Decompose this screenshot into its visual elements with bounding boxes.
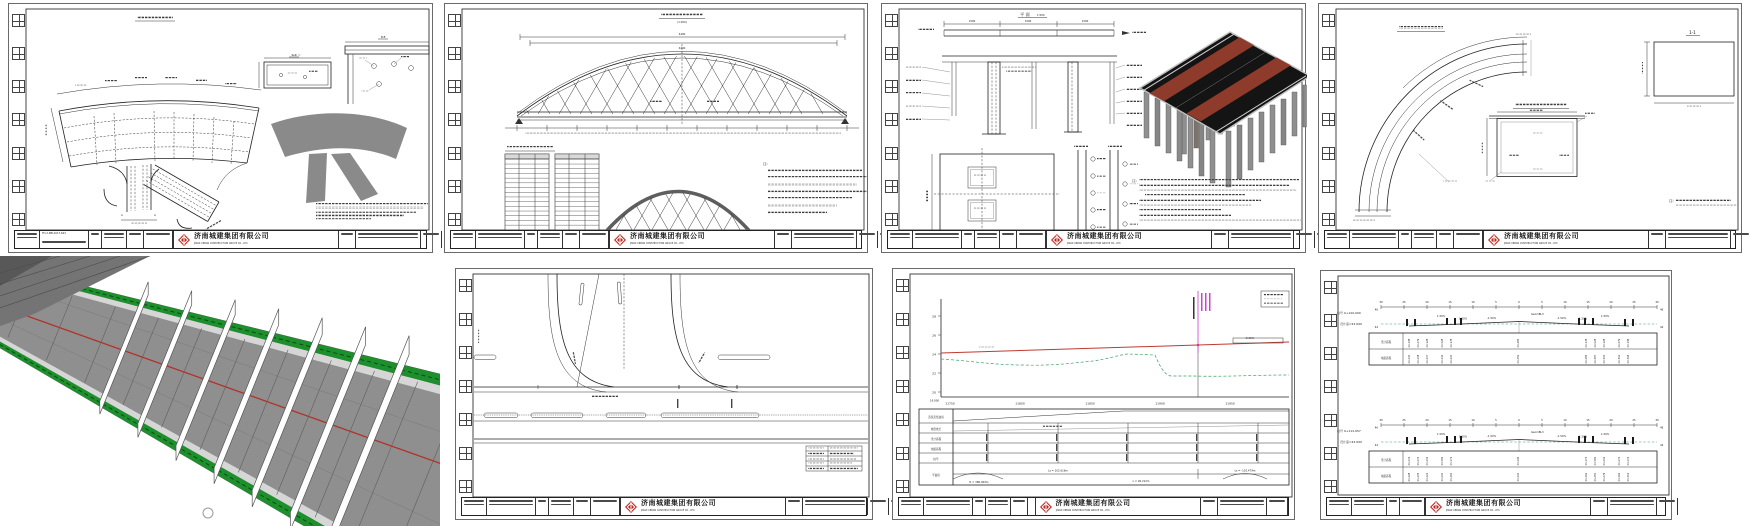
intersection-drawing (456, 269, 874, 500)
svg-text:30252015105051015202530: 30 25 20 15 10 5 0 5 10 15 20 25 30 (1379, 301, 1659, 304)
svg-text:设计高=43.000: 设计高=43.000 (1340, 440, 1363, 444)
sheet-arch-elevation (444, 3, 868, 253)
svg-text:44.028: 44.028 (1594, 338, 1597, 348)
svg-text:-0.30%: -0.30% (1245, 337, 1255, 340)
section-b-table (1369, 451, 1657, 483)
svg-text:28: 28 (932, 314, 936, 319)
svg-text:44.231: 44.231 (1426, 456, 1429, 466)
svg-text:44.248: 44.248 (1417, 354, 1420, 364)
section-a-a (259, 53, 331, 88)
cross-section-a (1337, 300, 1664, 365)
title-block (1324, 230, 1736, 249)
svg-text:GeomBL3: GeomBL3 (1531, 431, 1544, 434)
svg-text:30252015105051015202530: 30 25 20 15 10 5 0 5 10 15 20 25 30 (1379, 419, 1659, 422)
orbit-marker-icon (203, 508, 213, 518)
svg-text:1175011800118501190011950: 11750 11800 11850 11900 11950 (945, 401, 1235, 406)
svg-text:设计高程: 设计高程 (930, 438, 942, 441)
svg-text:A: A (121, 214, 123, 217)
svg-text:44.250: 44.250 (1594, 472, 1597, 482)
company-name-cn: 济南城建集团有限公司 (194, 232, 269, 241)
company-name-en: JINAN URBAN CONSTRUCTION GROUP CO., LTD. (1055, 508, 1110, 512)
company-logo-icon (614, 234, 626, 246)
sheet-intersection-plan (455, 268, 873, 520)
svg-text:Ls = 102.616m: Ls = 102.616m (1048, 469, 1068, 473)
svg-text:44.205: 44.205 (1417, 472, 1420, 482)
svg-text:注:: 注: (763, 162, 768, 166)
svg-text:44.301: 44.301 (1603, 354, 1606, 364)
svg-text:Ls = -102.479m: Ls = -102.479m (1234, 469, 1256, 473)
plan-strip (918, 11, 1146, 36)
section-a-table (1369, 333, 1657, 365)
svg-text:1.50%: 1.50% (1437, 315, 1446, 318)
svg-text:44.028: 44.028 (1441, 338, 1444, 348)
svg-text:地面高程: 地面高程 (1380, 357, 1392, 360)
company-name-cn: 济南城建集团有限公司 (1067, 232, 1142, 241)
svg-text:44.262: 44.262 (1585, 472, 1588, 482)
arch-elevation-drawing (445, 4, 869, 233)
svg-text:44: 44 (1374, 444, 1378, 447)
hanger-numbering-diagram (595, 170, 761, 233)
svg-text:44.283: 44.283 (1517, 338, 1520, 348)
pier-elevation (906, 56, 1142, 134)
svg-text:44: 44 (1660, 326, 1664, 329)
span-dimensions (520, 32, 845, 50)
svg-text:直线及竖曲线: 直线及竖曲线 (928, 416, 944, 419)
svg-text:44.272: 44.272 (1408, 456, 1411, 466)
hanger-table (505, 146, 599, 233)
footing-plan (926, 148, 1060, 233)
company-name-cn: 济南城建集团有限公司 (641, 499, 716, 508)
side-road (548, 274, 738, 392)
company-logo-icon (625, 501, 637, 513)
sheet-substructure-details (881, 3, 1306, 253)
svg-text:44.178: 44.178 (1450, 338, 1453, 348)
svg-text:设计高程: 设计高程 (1380, 341, 1392, 344)
svg-text:22: 22 (932, 371, 936, 376)
title-block (1326, 497, 1666, 516)
section-b-b (345, 35, 429, 104)
profile-chart (893, 269, 1296, 500)
svg-text:-1.50%: -1.50% (1557, 435, 1567, 438)
sheet-junction-plan (8, 3, 433, 253)
svg-text:B-B: B-B (381, 36, 386, 39)
ramp-plan-drawing (1319, 4, 1743, 233)
cross-section-charts (1321, 271, 1673, 500)
company-name-cn: 济南城建集团有限公司 (630, 232, 705, 241)
curved-ramp (1353, 33, 1531, 221)
svg-text:1.50%: 1.50% (1601, 315, 1610, 318)
structure-marker (1193, 291, 1211, 353)
svg-text:1.50%: 1.50% (1459, 435, 1468, 439)
svg-text:设计高程: 设计高程 (1380, 459, 1392, 462)
svg-text:26: 26 (932, 333, 936, 338)
notes (1132, 178, 1301, 221)
svg-text:1.50%: 1.50% (1459, 317, 1468, 321)
svg-text:44.242: 44.242 (1441, 354, 1444, 364)
svg-text:44.318: 44.318 (1627, 354, 1630, 364)
svg-text:44.272: 44.272 (1618, 456, 1621, 466)
svg-text:GeomBL3: GeomBL3 (1531, 313, 1544, 316)
svg-text:44.178: 44.178 (1585, 338, 1588, 348)
company-name-en: JINAN URBAN CONSTRUCTION GROUP CO., LTD. (630, 241, 685, 245)
title-block (14, 230, 427, 249)
box-section-detail (1481, 103, 1595, 182)
svg-text:1.50%: 1.50% (1579, 435, 1588, 439)
svg-text:1-1: 1-1 (1689, 30, 1696, 35)
svg-text:44.287: 44.287 (1594, 354, 1597, 364)
company-name-en: JINAN URBAN CONSTRUCTION GROUP CO., LTD. (1446, 508, 1501, 512)
legend-table (806, 446, 862, 471)
svg-text:44.234: 44.234 (1408, 354, 1411, 364)
sheet-longitudinal-profile (892, 268, 1295, 520)
svg-text:44.279: 44.279 (1618, 338, 1621, 348)
svg-text:-1.50%: -1.50% (1557, 317, 1567, 320)
svg-text:44.240: 44.240 (1517, 472, 1520, 482)
svg-text:44.283: 44.283 (1585, 354, 1588, 364)
svg-text:44.128: 44.128 (1426, 338, 1429, 348)
svg-text:44.272: 44.272 (1417, 456, 1420, 466)
svg-text:44.081: 44.081 (1441, 456, 1444, 466)
svg-text:46: 46 (1660, 426, 1664, 430)
company-name-en: JINAN URBAN CONSTRUCTION GROUP CO., LTD. (194, 241, 249, 245)
sheet2-title (659, 13, 705, 24)
fan-plan (45, 77, 261, 230)
company-logo-icon (1051, 234, 1063, 246)
svg-text:44.138: 44.138 (1627, 338, 1630, 348)
svg-text:44.247: 44.247 (1426, 354, 1429, 364)
svg-text:1500: 1500 (1081, 20, 1089, 23)
svg-text:平 面: 平 面 (1020, 12, 1030, 17)
doc-number: TH-2-MB-2017-643 (42, 232, 66, 235)
svg-text:A: A (154, 214, 156, 217)
svg-text:1500: 1500 (968, 20, 976, 23)
svg-text:44.291: 44.291 (1618, 472, 1621, 482)
svg-text:(1:200): (1:200) (677, 21, 687, 24)
sheet-ramp-plan (1318, 3, 1742, 253)
svg-text:平曲线: 平曲线 (932, 474, 940, 477)
svg-text:1.50%: 1.50% (1437, 433, 1446, 436)
svg-text:L = 26.212m: L = 26.212m (1132, 480, 1150, 483)
svg-text:44.301: 44.301 (1627, 472, 1630, 482)
deck-3d-render (0, 256, 440, 526)
svg-text:注:: 注: (1132, 179, 1137, 183)
leader-callouts-left (906, 66, 950, 120)
svg-text:4200: 4200 (678, 47, 686, 50)
svg-text:44.221: 44.221 (1426, 472, 1429, 482)
svg-text:44.279: 44.279 (1603, 472, 1606, 482)
svg-text:R = 380.004m: R = 380.004m (969, 481, 989, 484)
company-name-cn: 济南城建集团有限公司 (1055, 499, 1131, 508)
svg-text:46: 46 (1660, 308, 1664, 312)
company-logo-icon (1040, 501, 1052, 513)
svg-text:44.228: 44.228 (1408, 472, 1411, 482)
svg-text:1500: 1500 (1024, 20, 1032, 23)
svg-text:44.252: 44.252 (1517, 354, 1520, 364)
title-block (887, 230, 1300, 249)
company-name-en: JINAN URBAN CONSTRUCTION GROUP CO., LTD. (1067, 241, 1122, 245)
pile-section-strips (1074, 145, 1138, 233)
table-values (986, 434, 1257, 461)
svg-text:44.272: 44.272 (1627, 456, 1630, 466)
substructure-drawing (882, 4, 1307, 233)
svg-text:44.236: 44.236 (1517, 456, 1520, 466)
svg-text:1:500: 1:500 (1037, 14, 1045, 17)
svg-text:44.279: 44.279 (1417, 338, 1420, 348)
company-name-cn: 济南城建集团有限公司 (1446, 499, 1521, 508)
company-name-cn: 济南城建集团有限公司 (1504, 232, 1579, 241)
svg-text:桩号: 桩号 (933, 458, 939, 461)
svg-text:桩号 0+120.000: 桩号 0+120.000 (1337, 311, 1361, 315)
company-logo-icon (1430, 501, 1442, 513)
svg-text:44.240: 44.240 (1441, 472, 1444, 482)
svg-text:44.171: 44.171 (1585, 456, 1588, 466)
company-logo-icon (178, 234, 190, 246)
ground-line (941, 354, 1289, 376)
deck-piles-3d-render (1140, 32, 1307, 187)
title-block (898, 497, 1289, 516)
svg-text:44.138: 44.138 (1408, 338, 1411, 348)
svg-text:19.000: 19.000 (929, 399, 939, 403)
leader-callouts-right (1116, 64, 1142, 126)
svg-text:设计高=43.000: 设计高=43.000 (1340, 322, 1363, 326)
title-block (461, 497, 867, 516)
svg-text:桩号 0+112.957: 桩号 0+112.957 (1337, 429, 1361, 433)
svg-text:1.50%: 1.50% (1601, 433, 1610, 436)
svg-text:44.171: 44.171 (1450, 456, 1453, 466)
junction-plan-drawing (9, 4, 434, 233)
svg-text:46: 46 (1374, 308, 1378, 312)
svg-text:44.260: 44.260 (1450, 472, 1453, 482)
svg-text:44.081: 44.081 (1594, 456, 1597, 466)
profile-table (919, 409, 1289, 485)
design-grade-line (941, 336, 1289, 397)
main-road (474, 355, 868, 443)
svg-text:46: 46 (1374, 426, 1378, 430)
pier-silhouette (271, 113, 407, 203)
svg-text:4400: 4400 (678, 33, 686, 36)
notes (763, 161, 867, 213)
svg-text:44.312: 44.312 (1618, 354, 1621, 364)
sheet-cross-sections (1320, 270, 1672, 520)
company-name-en: JINAN URBAN CONSTRUCTION GROUP CO., LTD. (1504, 241, 1559, 245)
svg-text:44: 44 (1660, 444, 1664, 447)
section-1-1 (1641, 30, 1734, 107)
company-logo-icon (1488, 234, 1500, 246)
svg-text:地面高程: 地面高程 (1380, 475, 1392, 478)
svg-text:20: 20 (932, 390, 936, 395)
svg-text:44.231: 44.231 (1603, 456, 1606, 466)
svg-text:-1.50%: -1.50% (1487, 435, 1497, 438)
cross-section-b (1337, 418, 1664, 483)
svg-text:1.50%: 1.50% (1579, 317, 1588, 321)
sheet4-title (1397, 26, 1445, 32)
svg-text:44: 44 (1374, 326, 1378, 329)
svg-text:-1.50%: -1.50% (1487, 317, 1497, 320)
svg-text:地面高程: 地面高程 (930, 448, 942, 451)
svg-text:44.240: 44.240 (1450, 354, 1453, 364)
notes (316, 203, 428, 220)
notes (1669, 198, 1737, 206)
title-block (450, 230, 862, 249)
svg-text:坡度坡长: 坡度坡长 (930, 428, 942, 431)
svg-text:注:: 注: (1669, 199, 1674, 203)
svg-text:24: 24 (932, 352, 936, 357)
arch-rib (485, 38, 859, 134)
sheet1-title (135, 16, 175, 21)
svg-text:44.128: 44.128 (1603, 338, 1606, 348)
company-name-en: JINAN URBAN CONSTRUCTION GROUP CO., LTD. (641, 508, 696, 512)
